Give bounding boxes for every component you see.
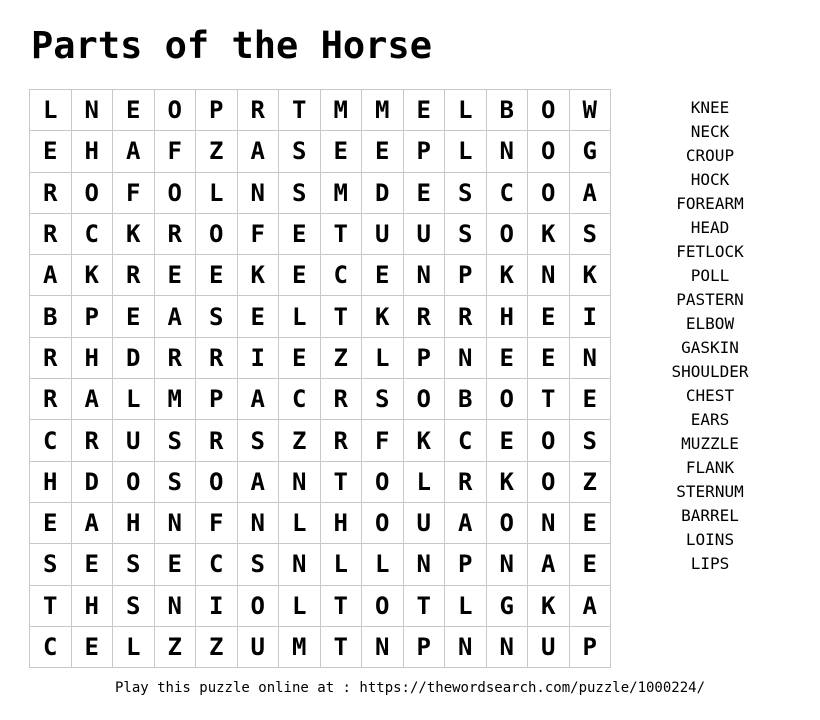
grid-cell[interactable]: O — [155, 173, 197, 214]
word-list-item: FOREARM — [676, 194, 744, 213]
grid-cell[interactable]: H — [72, 586, 114, 627]
grid-cell[interactable]: C — [445, 420, 487, 461]
word-list-item: ELBOW — [685, 314, 735, 333]
grid-cell[interactable]: N — [238, 173, 280, 214]
grid-cell[interactable]: U — [238, 627, 280, 668]
grid-cell[interactable]: E — [487, 338, 529, 379]
grid-cell[interactable]: N — [279, 544, 321, 585]
grid-cell[interactable]: R — [445, 296, 487, 337]
grid-cell[interactable]: A — [570, 173, 612, 214]
grid-cell[interactable]: K — [487, 255, 529, 296]
grid-cell[interactable]: R — [155, 338, 197, 379]
grid-cell[interactable]: E — [279, 214, 321, 255]
page-title: Parts of the Horse — [31, 24, 432, 67]
grid-cell[interactable]: O — [404, 379, 446, 420]
grid-cell[interactable]: A — [238, 131, 280, 172]
grid-cell[interactable]: S — [155, 462, 197, 503]
grid-cell[interactable]: E — [528, 338, 570, 379]
grid-cell[interactable]: S — [30, 544, 72, 585]
word-list-item: STERNUM — [676, 482, 744, 501]
grid-cell[interactable]: E — [362, 255, 404, 296]
grid-cell[interactable]: O — [528, 90, 570, 131]
grid-cell[interactable]: T — [321, 296, 363, 337]
grid-cell[interactable]: N — [155, 503, 197, 544]
grid-cell[interactable]: Z — [570, 462, 612, 503]
grid-cell[interactable]: C — [321, 255, 363, 296]
grid-cell[interactable]: P — [196, 90, 238, 131]
grid-cell[interactable]: K — [570, 255, 612, 296]
grid-cell[interactable]: Z — [155, 627, 197, 668]
grid-cell[interactable]: H — [72, 338, 114, 379]
grid-cell[interactable]: T — [404, 586, 446, 627]
grid-cell[interactable]: O — [528, 420, 570, 461]
grid-cell[interactable]: F — [113, 173, 155, 214]
grid-cell[interactable]: E — [404, 173, 446, 214]
grid-cell[interactable]: R — [155, 214, 197, 255]
word-list-item: GASKIN — [681, 338, 739, 357]
grid-cell[interactable]: S — [362, 379, 404, 420]
grid-cell[interactable]: P — [404, 338, 446, 379]
grid-cell[interactable]: S — [238, 420, 280, 461]
grid-cell[interactable]: K — [528, 214, 570, 255]
grid-cell[interactable]: O — [72, 173, 114, 214]
grid-cell[interactable]: I — [570, 296, 612, 337]
word-list-item: HOCK — [690, 170, 730, 189]
grid-cell[interactable]: E — [362, 131, 404, 172]
grid-cell[interactable]: D — [362, 173, 404, 214]
grid-cell[interactable]: E — [279, 255, 321, 296]
grid-cell[interactable]: E — [155, 255, 197, 296]
grid-cell[interactable]: M — [362, 90, 404, 131]
grid-cell[interactable]: E — [30, 503, 72, 544]
grid-cell[interactable]: C — [279, 379, 321, 420]
grid-cell[interactable]: K — [238, 255, 280, 296]
grid-cell[interactable]: P — [445, 544, 487, 585]
word-list-item: SHOULDER — [671, 362, 749, 381]
word-list-item: KNEE — [690, 98, 730, 117]
grid-cell[interactable]: B — [487, 90, 529, 131]
grid-cell[interactable]: L — [362, 338, 404, 379]
grid-cell[interactable]: L — [30, 90, 72, 131]
grid-cell[interactable]: S — [445, 173, 487, 214]
word-list-item: LIPS — [690, 554, 730, 573]
grid-cell[interactable]: S — [570, 214, 612, 255]
grid-cell[interactable]: E — [196, 255, 238, 296]
grid-cell[interactable]: A — [528, 544, 570, 585]
grid-cell[interactable]: S — [570, 420, 612, 461]
grid-cell[interactable]: E — [570, 503, 612, 544]
grid-cell[interactable]: U — [404, 214, 446, 255]
grid-cell[interactable]: R — [113, 255, 155, 296]
word-list — [652, 96, 768, 576]
grid-cell[interactable]: O — [487, 379, 529, 420]
word-list-item: MUZZLE — [681, 434, 739, 453]
grid-cell[interactable]: N — [487, 131, 529, 172]
grid-cell[interactable]: S — [279, 131, 321, 172]
grid-cell[interactable]: Z — [196, 627, 238, 668]
grid-cell[interactable]: N — [445, 627, 487, 668]
grid-cell[interactable]: C — [487, 173, 529, 214]
grid-cell[interactable]: F — [238, 214, 280, 255]
grid-cell[interactable]: O — [362, 586, 404, 627]
grid-cell[interactable]: O — [238, 586, 280, 627]
grid-cell[interactable]: C — [30, 627, 72, 668]
grid-cell[interactable]: A — [155, 296, 197, 337]
grid-cell[interactable]: L — [279, 586, 321, 627]
grid-cell[interactable]: O — [362, 503, 404, 544]
grid-cell[interactable]: R — [30, 379, 72, 420]
grid-cell[interactable]: A — [113, 131, 155, 172]
grid-cell[interactable]: N — [404, 544, 446, 585]
grid-cell[interactable]: G — [570, 131, 612, 172]
grid-cell[interactable]: C — [196, 544, 238, 585]
grid-cell[interactable]: N — [404, 255, 446, 296]
grid-cell[interactable]: R — [238, 90, 280, 131]
grid-cell[interactable]: T — [321, 627, 363, 668]
grid-cell[interactable]: R — [404, 296, 446, 337]
footer-text: Play this puzzle online at : https://thewordsearch.com/puzzle/1000224/ — [114, 680, 705, 696]
grid-cell[interactable]: P — [404, 131, 446, 172]
grid-cell[interactable]: E — [404, 90, 446, 131]
grid-cell[interactable]: K — [487, 462, 529, 503]
grid-cell[interactable]: H — [72, 131, 114, 172]
grid-cell[interactable]: R — [321, 379, 363, 420]
grid-cell[interactable]: N — [487, 627, 529, 668]
grid-cell[interactable]: T — [279, 90, 321, 131]
word-list-item: HEAD — [690, 218, 730, 237]
grid-cell[interactable]: T — [30, 586, 72, 627]
grid-cell[interactable]: I — [238, 338, 280, 379]
grid-cell[interactable]: S — [196, 296, 238, 337]
grid-cell[interactable]: L — [362, 544, 404, 585]
grid-cell[interactable]: U — [404, 503, 446, 544]
grid-cell[interactable]: L — [321, 544, 363, 585]
word-list-item: LOINS — [685, 530, 735, 549]
grid-cell[interactable]: B — [445, 379, 487, 420]
grid-cell[interactable]: P — [72, 296, 114, 337]
grid-cell[interactable]: E — [528, 296, 570, 337]
grid-cell[interactable]: W — [570, 90, 612, 131]
grid-cell[interactable]: H — [113, 503, 155, 544]
grid-cell[interactable]: A — [445, 503, 487, 544]
grid-cell[interactable]: Z — [321, 338, 363, 379]
grid-cell[interactable]: F — [196, 503, 238, 544]
grid-cell[interactable]: N — [279, 462, 321, 503]
grid-cell[interactable]: T — [321, 214, 363, 255]
grid-cell[interactable]: P — [196, 379, 238, 420]
word-list-item: FLANK — [685, 458, 735, 477]
grid-cell[interactable]: D — [113, 338, 155, 379]
grid-cell[interactable]: O — [487, 214, 529, 255]
grid-cell[interactable]: E — [279, 338, 321, 379]
grid-cell[interactable]: O — [113, 462, 155, 503]
grid-cell[interactable]: O — [528, 173, 570, 214]
grid-cell[interactable]: R — [30, 214, 72, 255]
grid-cell[interactable]: L — [445, 90, 487, 131]
letter-grid[interactable] — [29, 89, 611, 668]
grid-cell[interactable]: M — [155, 379, 197, 420]
grid-cell[interactable]: L — [445, 131, 487, 172]
grid-cell[interactable]: L — [279, 296, 321, 337]
grid-cell[interactable]: C — [72, 214, 114, 255]
word-list-item: EARS — [690, 410, 730, 429]
grid-cell[interactable]: N — [72, 90, 114, 131]
grid-cell[interactable]: N — [445, 338, 487, 379]
grid-cell[interactable]: S — [113, 544, 155, 585]
grid-cell[interactable]: S — [279, 173, 321, 214]
grid-cell[interactable]: R — [196, 338, 238, 379]
grid-cell[interactable]: T — [321, 586, 363, 627]
grid-cell[interactable]: E — [113, 296, 155, 337]
grid-cell[interactable]: U — [362, 214, 404, 255]
grid-cell[interactable]: R — [445, 462, 487, 503]
word-list-item: CROUP — [685, 146, 735, 165]
grid-cell[interactable]: O — [155, 90, 197, 131]
grid-cell[interactable]: M — [279, 627, 321, 668]
word-list-item: PASTERN — [676, 290, 744, 309]
grid-cell[interactable]: H — [321, 503, 363, 544]
grid-cell[interactable]: T — [528, 379, 570, 420]
grid-cell[interactable]: E — [487, 420, 529, 461]
grid-cell[interactable]: H — [30, 462, 72, 503]
grid-cell[interactable]: K — [528, 586, 570, 627]
grid-cell[interactable]: N — [528, 255, 570, 296]
grid-cell[interactable]: K — [404, 420, 446, 461]
grid-cell[interactable]: P — [570, 627, 612, 668]
grid-cell[interactable]: P — [445, 255, 487, 296]
grid-cell[interactable]: R — [30, 338, 72, 379]
word-list-item: NECK — [690, 122, 730, 141]
grid-cell[interactable]: L — [113, 379, 155, 420]
grid-cell[interactable]: E — [238, 296, 280, 337]
grid-cell[interactable]: I — [196, 586, 238, 627]
grid-cell[interactable]: E — [570, 544, 612, 585]
grid-cell[interactable]: L — [113, 627, 155, 668]
grid-cell[interactable]: E — [72, 627, 114, 668]
grid-cell[interactable]: O — [528, 131, 570, 172]
grid-cell[interactable]: A — [30, 255, 72, 296]
grid-cell[interactable]: F — [362, 420, 404, 461]
grid-cell[interactable]: A — [238, 462, 280, 503]
grid-cell[interactable]: Z — [279, 420, 321, 461]
grid-cell[interactable]: U — [528, 627, 570, 668]
grid-cell[interactable]: N — [155, 586, 197, 627]
grid-cell[interactable]: O — [528, 462, 570, 503]
grid-cell[interactable]: D — [72, 462, 114, 503]
grid-cell[interactable]: Z — [196, 131, 238, 172]
word-list-item: POLL — [690, 266, 730, 285]
grid-cell[interactable]: H — [487, 296, 529, 337]
grid-cell[interactable]: L — [196, 173, 238, 214]
grid-cell[interactable]: E — [30, 131, 72, 172]
grid-cell[interactable]: F — [155, 131, 197, 172]
grid-cell[interactable]: G — [487, 586, 529, 627]
grid-cell[interactable]: E — [570, 379, 612, 420]
grid-cell[interactable]: K — [113, 214, 155, 255]
word-list-item: BARREL — [681, 506, 739, 525]
grid-cell[interactable]: U — [113, 420, 155, 461]
grid-cell[interactable]: L — [404, 462, 446, 503]
grid-cell[interactable]: P — [404, 627, 446, 668]
grid-cell[interactable]: S — [155, 420, 197, 461]
grid-cell[interactable]: T — [321, 462, 363, 503]
grid-cell[interactable]: L — [445, 586, 487, 627]
grid-cell[interactable]: S — [238, 544, 280, 585]
grid-cell[interactable]: R — [30, 173, 72, 214]
grid-cell[interactable]: O — [362, 462, 404, 503]
grid-cell[interactable]: S — [445, 214, 487, 255]
grid-cell[interactable]: M — [321, 173, 363, 214]
grid-cell[interactable]: R — [196, 420, 238, 461]
grid-cell[interactable]: E — [321, 131, 363, 172]
grid-cell[interactable]: A — [570, 586, 612, 627]
word-list-item: CHEST — [685, 386, 735, 405]
grid-cell[interactable]: O — [196, 462, 238, 503]
grid-cell[interactable]: O — [487, 503, 529, 544]
grid-cell[interactable]: N — [362, 627, 404, 668]
grid-cell[interactable]: C — [30, 420, 72, 461]
grid-cell[interactable]: N — [528, 503, 570, 544]
grid-cell[interactable]: S — [113, 586, 155, 627]
grid-cell[interactable]: A — [72, 503, 114, 544]
grid-cell[interactable]: O — [196, 214, 238, 255]
grid-cell[interactable]: K — [72, 255, 114, 296]
grid-cell[interactable]: E — [155, 544, 197, 585]
grid-cell[interactable]: B — [30, 296, 72, 337]
grid-cell[interactable]: K — [362, 296, 404, 337]
grid-cell[interactable]: E — [113, 90, 155, 131]
grid-cell[interactable]: N — [238, 503, 280, 544]
grid-cell[interactable]: A — [238, 379, 280, 420]
grid-cell[interactable]: M — [321, 90, 363, 131]
grid-cell[interactable]: L — [279, 503, 321, 544]
grid-cell[interactable]: R — [321, 420, 363, 461]
grid-cell[interactable]: R — [72, 420, 114, 461]
word-list-item: FETLOCK — [676, 242, 744, 261]
grid-cell[interactable]: E — [72, 544, 114, 585]
grid-cell[interactable]: N — [570, 338, 612, 379]
grid-cell[interactable]: N — [487, 544, 529, 585]
grid-cell[interactable]: A — [72, 379, 114, 420]
